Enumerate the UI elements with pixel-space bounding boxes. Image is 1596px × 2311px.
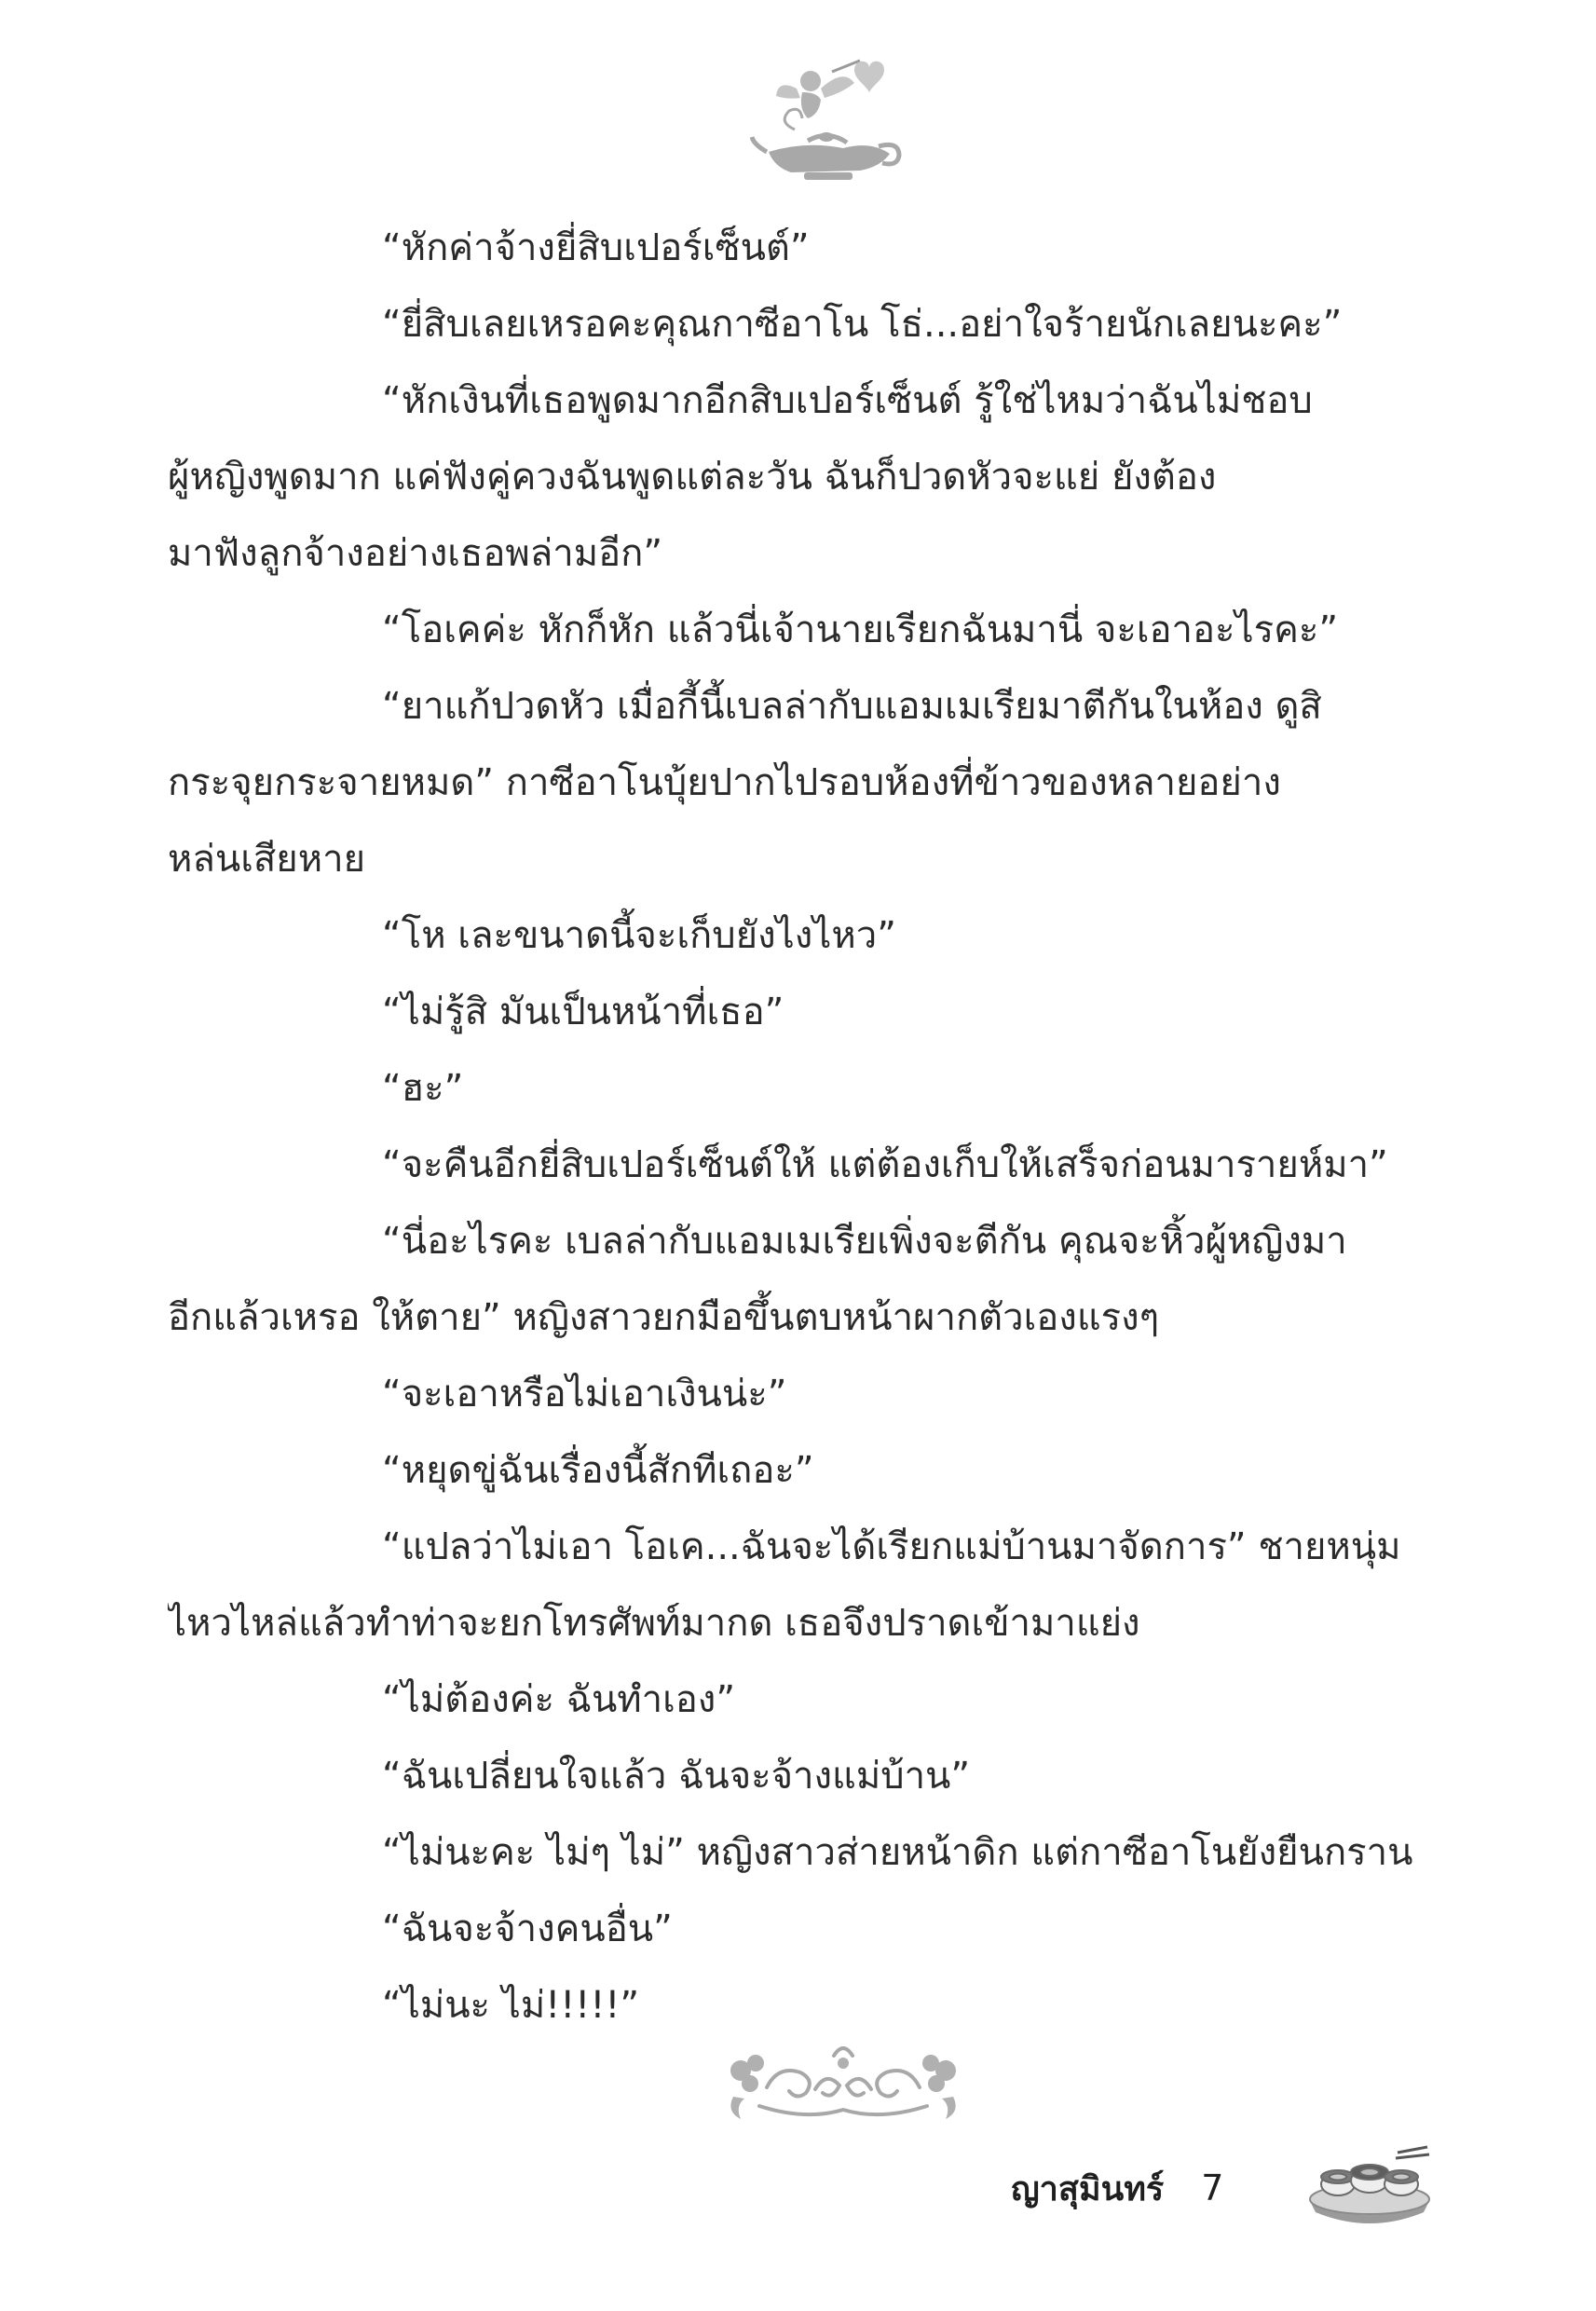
paragraph — [168, 1509, 1416, 1661]
paragraph — [168, 1738, 1416, 1814]
text-line: กระจุยกระจายหมด” กาซีอาโนบุ้ยปากไปรอบห้องที่ข้าวของหลายอย่าง — [168, 761, 1281, 804]
text-line: “จะเอาหรือไม่เอาเงินน่ะ” — [382, 1373, 787, 1415]
text-line: “โอเคค่ะ หักก็หัก แล้วนี่เจ้านายเรียกฉันมานี่ จะเอาอะไรคะ” — [382, 609, 1339, 651]
paragraph — [168, 286, 1416, 362]
paragraph — [168, 1891, 1416, 1967]
text-line: “ฮะ” — [382, 1067, 464, 1110]
text-line: หล่นเสียหาย — [168, 838, 366, 881]
text-line: “ไม่นะ ไม่!!!!!” — [382, 1984, 640, 2027]
paragraph — [168, 1814, 1416, 1891]
paragraph — [168, 1127, 1416, 1203]
paragraph — [168, 1203, 1416, 1356]
paragraph — [168, 897, 1416, 974]
text-line: “ยี่สิบเลยเหรอคะคุณกาซีอาโน โธ่...อย่าใจร้ายนักเลยนะคะ” — [382, 303, 1343, 346]
text-line: “ไม่ต้องค่ะ ฉันทำเอง” — [382, 1678, 736, 1721]
text-line: “ฉันจะจ้างคนอื่น” — [382, 1908, 673, 1950]
text-line: “หักค่าจ้างยี่สิบเปอร์เซ็นต์” — [382, 226, 810, 269]
paragraph — [168, 362, 1416, 592]
paragraph — [168, 974, 1416, 1050]
text-line: “แปลว่าไม่เอา โอเค...ฉันจะได้เรียกแม่บ้านมาจัดการ” ชายหนุ่ม — [382, 1525, 1401, 1568]
paragraph — [168, 668, 1416, 897]
paragraph — [168, 1432, 1416, 1509]
text-line: “ยาแก้ปวดหัว เมื่อกี้นี้เบลล่ากับแอมเมเรียมาตีกันในห้อง ดูสิ — [382, 685, 1322, 728]
paragraph — [168, 592, 1416, 668]
text-line: ไหวไหล่แล้วทำท่าจะยกโทรศัพท์มากด เธอจึงปราดเข้ามาแย่ง — [168, 1602, 1140, 1645]
paragraph — [168, 210, 1416, 286]
text-line: “ไม่นะคะ ไม่ๆ ไม่” หญิงสาวส่ายหน้าดิก แต่กาซีอาโนยังยืนกราน — [382, 1831, 1413, 1874]
text-line: “หยุดขู่ฉันเรื่องนี้สักทีเถอะ” — [382, 1449, 814, 1492]
text-line: “นี่อะไรคะ เบลล่ากับแอมเมเรียเพิ่งจะตีกัน คุณจะหิ้วผู้หญิงมา — [382, 1220, 1347, 1263]
teapot-cupid-ornament-icon — [750, 51, 908, 191]
paragraph — [168, 1356, 1416, 1432]
text-line: “หักเงินที่เธอพูดมากอีกสิบเปอร์เซ็นต์ รู้ใช่ไหมว่าฉันไม่ชอบ — [382, 379, 1313, 422]
text-line: อีกแล้วเหรอ ให้ตาย” หญิงสาวยกมือขึ้นตบหน้าผากตัวเองแรงๆ — [168, 1296, 1160, 1339]
floral-scroll-divider-icon — [722, 2031, 964, 2134]
text-line: “โห เละขนาดนี้จะเก็บยังไงไหว” — [382, 914, 896, 957]
text-line: ผู้หญิงพูดมาก แค่ฟังคู่ควงฉันพูดแต่ละวัน ฉันก็ปวดหัวจะแย่ ยังต้อง — [168, 456, 1217, 499]
paragraph — [168, 1050, 1416, 1127]
text-line: “ฉันเปลี่ยนใจแล้ว ฉันจะจ้างแม่บ้าน” — [382, 1755, 971, 1798]
text-line: มาฟังลูกจ้างอย่างเธอพล่ามอีก” — [168, 532, 663, 575]
text-line: “จะคืนอีกยี่สิบเปอร์เซ็นต์ให้ แต่ต้องเก็บให้เสร็จก่อนมารายห์มา” — [382, 1143, 1388, 1186]
story-text — [168, 210, 1416, 2044]
page-footer — [1011, 2160, 1223, 2216]
page-number: 7 — [1201, 2167, 1224, 2208]
text-line: “ไม่รู้สิ มันเป็นหน้าที่เธอ” — [382, 991, 784, 1033]
author-name: ญาสุมินทร์ — [1011, 2169, 1165, 2208]
paragraph — [168, 1661, 1416, 1738]
sushi-plate-icon — [1304, 2143, 1435, 2232]
